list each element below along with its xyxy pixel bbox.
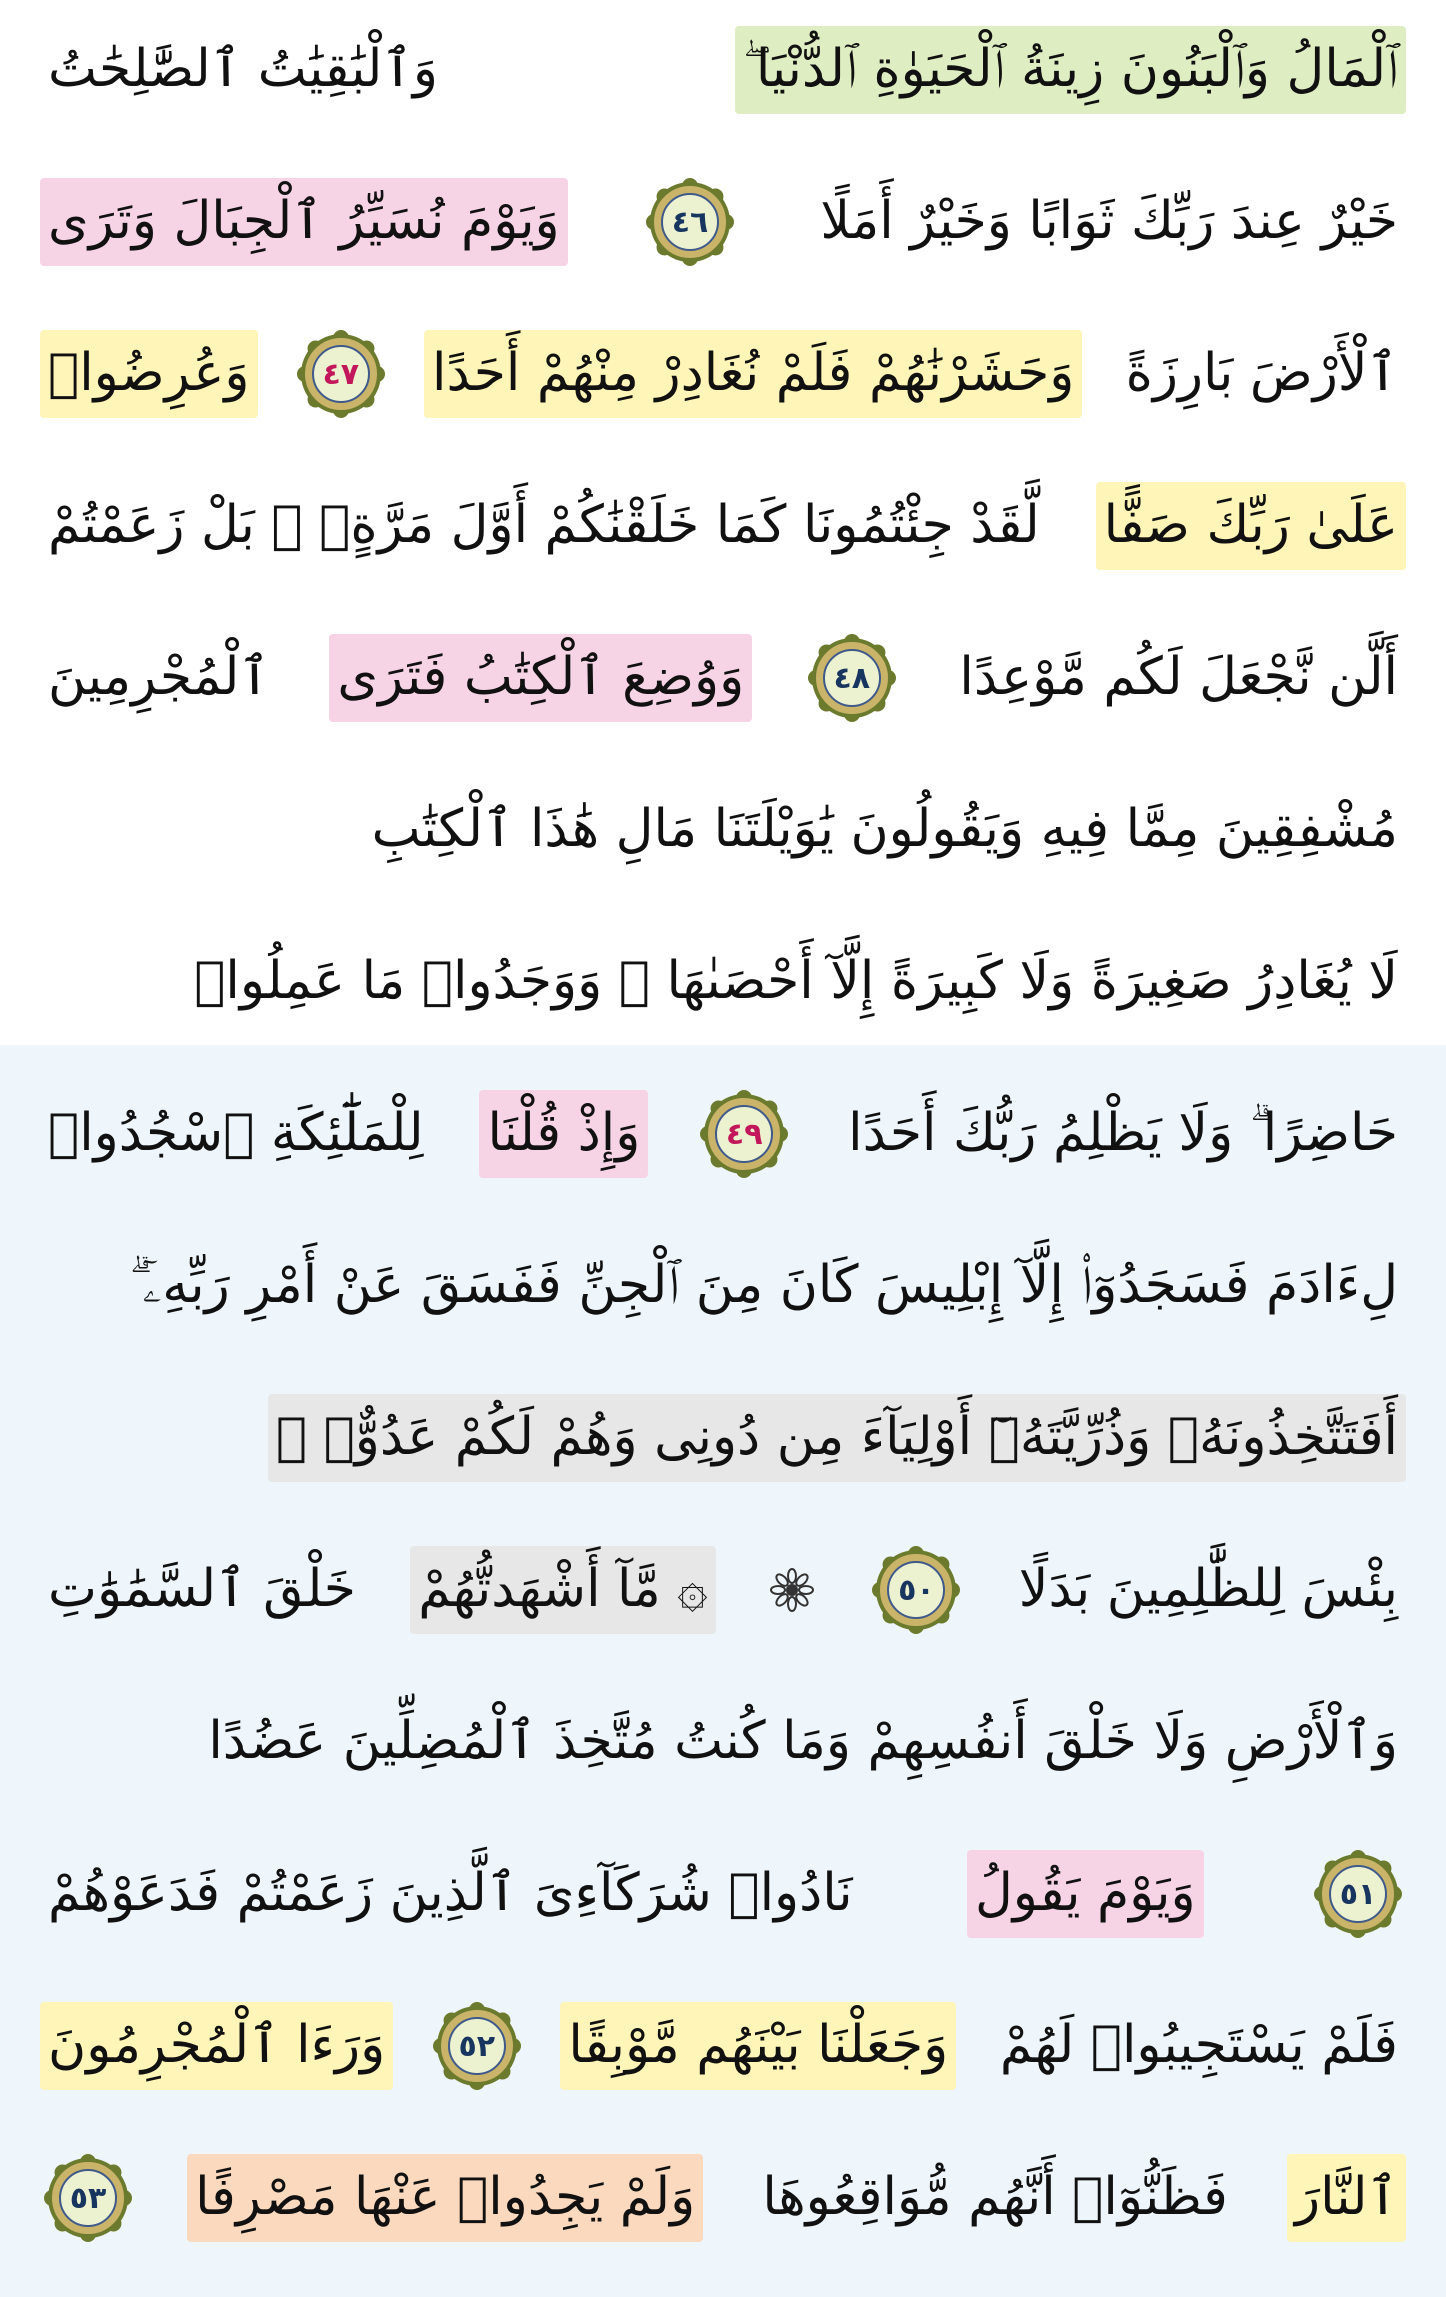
ayah-end-marker-icon xyxy=(804,630,900,726)
verse-line xyxy=(40,1834,1406,1954)
ayah-number: ٥٢ xyxy=(458,2028,496,2064)
verse-text: لِءَادَمَ فَسَجَدُوٓا۟ إِلَّآ إِبْلِيسَ كَانَ مِنَ ٱلْجِنِّ فَفَسَقَ عَنْ أَمْرِ رَبِّهِۦٓ ۗ xyxy=(129,1255,1398,1316)
verse-line xyxy=(40,10,1406,130)
highlighted-verse-text: وَيَوْمَ يَقُولُ xyxy=(967,1850,1204,1937)
verse-line xyxy=(40,618,1406,738)
verse-text: فَلَمْ يَسْتَجِيبُوا۟ لَهُمْ xyxy=(999,2015,1398,2076)
ayah-number: ٤٨ xyxy=(833,660,871,696)
verse-text: فَظَنُّوٓا۟ أَنَّهُم مُّوَاقِعُوهَا xyxy=(762,2167,1228,2228)
ayah-end-marker-icon xyxy=(642,174,738,270)
highlighted-verse-text: وَرَءَا ٱلْمُجْرِمُونَ xyxy=(40,2002,393,2089)
verse-line xyxy=(40,770,1406,890)
verse-line xyxy=(40,314,1406,434)
highlighted-verse-text: وَإِذْ قُلْنَا xyxy=(479,1090,648,1177)
ayah-number: ٤٧ xyxy=(322,356,360,392)
highlighted-verse-text: وَلَمْ يَجِدُوا۟ عَنْهَا مَصْرِفًا xyxy=(187,2154,703,2241)
highlighted-verse-text: ٱلْمَالُ وَٱلْبَنُونَ زِينَةُ ٱلْحَيَوٰةِ ٱلدُّنْيَا ۖ xyxy=(735,26,1406,113)
verse-line xyxy=(40,1074,1406,1194)
ayah-end-marker-icon xyxy=(868,1542,964,1638)
highlighted-verse-text: وَجَعَلْنَا بَيْنَهُم مَّوْبِقًا xyxy=(560,2002,956,2089)
verse-line xyxy=(40,1226,1406,1346)
verse-text: نَادُوا۟ شُرَكَآءِىَ ٱلَّذِينَ زَعَمْتُمْ فَدَعَوْهُمْ xyxy=(48,1863,853,1924)
verse-text: ٱلْمُجْرِمِينَ xyxy=(48,647,270,708)
verse-text: خَلْقَ ٱلسَّمَٰوَٰتِ xyxy=(48,1559,356,1620)
verse-text: لَّقَدْ جِئْتُمُونَا كَمَا خَلَقْنَٰكُمْ أَوَّلَ مَرَّةٍۭ ۚ بَلْ زَعَمْتُمْ xyxy=(48,495,1040,556)
verse-text: مُشْفِقِينَ مِمَّا فِيهِ وَيَقُولُونَ يَٰوَيْلَتَنَا مَالِ هَٰذَا ٱلْكِتَٰبِ xyxy=(371,799,1398,860)
verse-line xyxy=(40,1682,1406,1802)
highlighted-verse-text: وَيَوْمَ نُسَيِّرُ ٱلْجِبَالَ وَتَرَى xyxy=(40,178,568,265)
ayah-number: ٥٣ xyxy=(69,2180,107,2216)
highlighted-verse-text: ٱلنَّارَ xyxy=(1287,2154,1406,2241)
sajda-icon xyxy=(762,1560,822,1620)
verse-line xyxy=(40,1530,1406,1650)
verse-text: أَلَّن نَّجْعَلَ لَكُم مَّوْعِدًا xyxy=(959,647,1398,708)
verse-text: خَيْرٌ عِندَ رَبِّكَ ثَوَابًا وَخَيْرٌ أَمَلًا xyxy=(820,191,1398,252)
ayah-end-marker-icon xyxy=(293,326,389,422)
ayah-number: ٤٩ xyxy=(725,1116,763,1152)
highlighted-verse-text: وَحَشَرْنَٰهُمْ فَلَمْ نُغَادِرْ مِنْهُمْ أَحَدًا xyxy=(424,330,1082,417)
verse-line xyxy=(40,466,1406,586)
highlighted-verse-text: وَوُضِعَ ٱلْكِتَٰبُ فَتَرَى xyxy=(329,634,752,721)
verse-line xyxy=(40,2138,1406,2258)
ayah-end-marker-icon xyxy=(40,2150,136,2246)
verse-text: لِلْمَلَٰٓئِكَةِ ٱسْجُدُوا۟ xyxy=(48,1103,424,1164)
verse-text: حَاضِرًا ۗ وَلَا يَظْلِمُ رَبُّكَ أَحَدًا xyxy=(848,1103,1398,1164)
verse-text: لَا يُغَادِرُ صَغِيرَةً وَلَا كَبِيرَةً إِلَّآ أَحْصَىٰهَا ۚ وَوَجَدُوا۟ مَا عَمِلُوا۟ xyxy=(194,951,1398,1012)
ayah-number: ٥١ xyxy=(1339,1876,1377,1912)
highlighted-verse-text: ۞ مَّآ أَشْهَدتُّهُمْ xyxy=(410,1546,716,1633)
ayah-number: ٤٦ xyxy=(671,204,709,240)
verse-line xyxy=(40,1378,1406,1498)
ayah-end-marker-icon xyxy=(429,1998,525,2094)
verse-text: وَٱلْأَرْضِ وَلَا خَلْقَ أَنفُسِهِمْ وَمَا كُنتُ مُتَّخِذَ ٱلْمُضِلِّينَ عَضُدًا xyxy=(208,1711,1398,1772)
ayah-end-marker-icon xyxy=(1310,1846,1406,1942)
verse-line xyxy=(40,1986,1406,2106)
verse-text: ٱلْأَرْضَ بَارِزَةً xyxy=(1125,343,1398,404)
highlighted-verse-text: عَلَىٰ رَبِّكَ صَفًّا xyxy=(1096,482,1406,569)
verse-text: وَٱلْبَٰقِيَٰتُ ٱلصَّٰلِحَٰتُ xyxy=(48,39,438,100)
highlighted-verse-text: أَفَتَتَّخِذُونَهُۥ وَذُرِّيَّتَهُۥٓ أَوْلِيَآءَ مِن دُونِى وَهُمْ لَكُمْ عَدُوٌّۢ ۚ xyxy=(268,1394,1406,1481)
verse-line xyxy=(40,162,1406,282)
verse-text: بِئْسَ لِلظَّٰلِمِينَ بَدَلًا xyxy=(1018,1559,1398,1620)
verse-line xyxy=(40,922,1406,1042)
ayah-end-marker-icon xyxy=(696,1086,792,1182)
ayah-number: ٥٠ xyxy=(898,1572,935,1608)
highlighted-verse-text: وَعُرِضُوا۟ xyxy=(40,330,258,417)
